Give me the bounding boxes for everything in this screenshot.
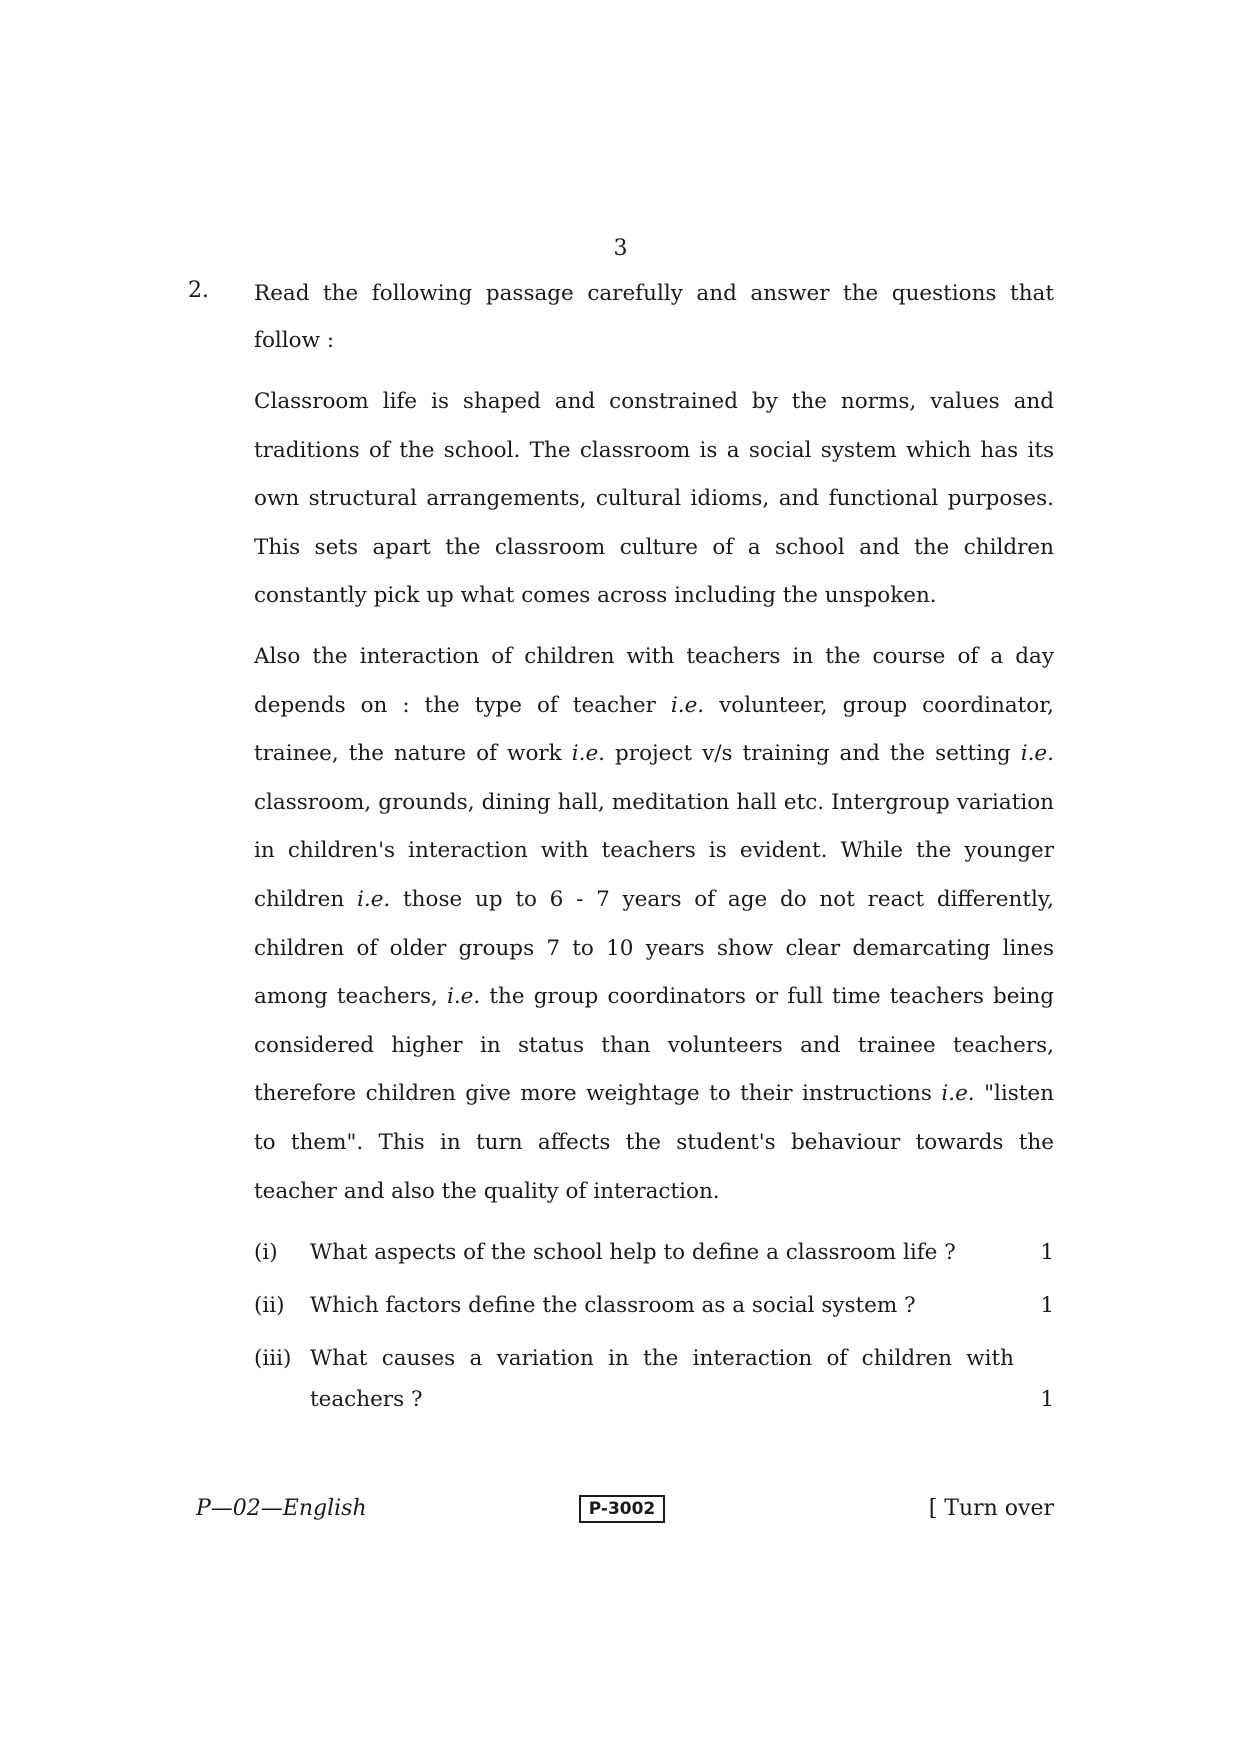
sub-question — [254, 1338, 1054, 1420]
paper-code-label: P—02—English — [196, 1496, 367, 1521]
passage-paragraph — [254, 378, 1054, 621]
passage-text: Classroom life is shaped and constrained by the norms, values and traditions of the school. The classroom is a social system which has its own structural arrangements, cultural idioms, and functional purposes. This sets apart the classroom culture of a school and the children constantly pick up what comes across including the unspoken. — [254, 389, 1054, 609]
sub-question-number: (i) — [254, 1240, 278, 1266]
passage-italic-term: i.e. — [670, 692, 705, 718]
passage-italic-term: i.e. — [571, 741, 606, 767]
sub-question-number: (iii) — [254, 1346, 292, 1372]
passage-text: the group coordinators or full time teachers being considered higher in status than volunteers and trainee teachers, therefore children give more weightage to their instructions — [254, 984, 1054, 1107]
passage-italic-term: i.e. — [357, 886, 391, 912]
passage-italic-term: i.e. — [446, 984, 481, 1010]
sub-question-marks: 1 — [1040, 1293, 1054, 1319]
sub-question-number: (ii) — [254, 1293, 285, 1319]
passage-paragraph — [254, 633, 1054, 1216]
paper-id-box: P-3002 — [579, 1495, 665, 1523]
question-block — [254, 270, 1054, 1420]
passage-text: Also the interaction of children with teachers in the course of a day depends on : the type of teacher — [254, 643, 1054, 718]
question-instruction: Read the following passage carefully and answer the questions that follow : — [254, 281, 1054, 353]
sub-question-text: What aspects of the school help to define a classroom life ? — [310, 1240, 956, 1266]
passage-text: those up to 6 - 7 years of age do not react differently, children of older groups 7 to 10 years show clear demarcating lines among teachers, — [254, 886, 1054, 1010]
sub-question-marks: 1 — [1040, 1387, 1054, 1413]
turn-over-note: [ Turn over — [928, 1496, 1054, 1521]
passage-text: volunteer, group coordinator, trainee, the nature of work — [254, 692, 1054, 767]
sub-question — [254, 1285, 1054, 1326]
sub-question-marks: 1 — [1040, 1240, 1054, 1266]
page-number: 3 — [613, 236, 628, 261]
passage-text: project v/s training and the setting — [605, 741, 1021, 767]
sub-question-text: What causes a variation in the interaction of children with teachers ? — [310, 1346, 1014, 1413]
passage-text: classroom, grounds, dining hall, meditation hall etc. Intergroup variation in children's interaction with teachers is evident. While the younger children — [254, 789, 1054, 912]
sub-question — [254, 1232, 1054, 1273]
passage-italic-term: i.e. — [941, 1081, 975, 1107]
question-number: 2. — [188, 278, 209, 303]
passage-text: "listen to them". This in turn affects the student's behaviour towards the teacher and also the quality of interaction. — [254, 1081, 1054, 1204]
sub-question-text: Which factors define the classroom as a social system ? — [310, 1293, 916, 1319]
passage-italic-term: i.e. — [1020, 741, 1054, 767]
sub-question-list — [254, 1232, 1054, 1420]
